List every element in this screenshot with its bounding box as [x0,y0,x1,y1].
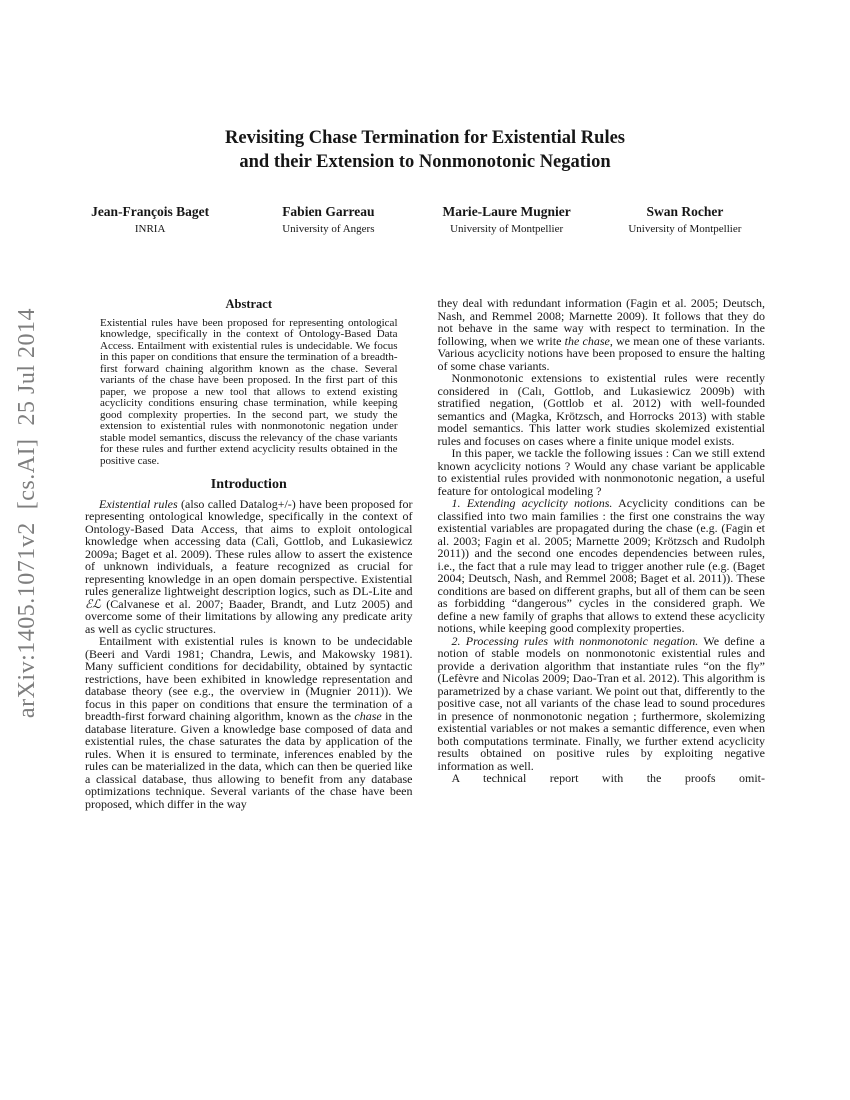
column2-paragraph-3: In this paper, we tackle the following issues : Can we still extend known acyclicity notions ? Would any chase variant be applicable to existential rules provided with nonmonotonic negation, a useful feature for ontological modeling ? [437,446,765,498]
author-name: Fabien Garreau [282,204,375,219]
column2-paragraph-4: 1. Extending acyclicity notions. Acyclicity conditions can be classified into two main families : the first one constrains the way existential variables are propagated during the chase (e.g. (Fagin et al. 2003; Fagin et al. 2005; Marnette 2009; Krötzsch and Rudolph 2011)) and the second one encodes dependencies between rules, i.e., the fact that a rule may lead to trigger another rule (e.g. (Baget 2004; Deutsch, Nash, and Remmel 2008; Baget et al. 2011)). These conditions are based on different graphs, but all of them can be seen as forbidding “dangerous” cycles in the considered graph. We define a new family of graphs that allows to extend these acyclicity notions, while keeping good complexity properties. [437,496,765,635]
author-3 [418,204,596,235]
author-affiliation: University of Angers [282,223,375,235]
author-1 [61,204,239,235]
paper-title-line1: Revisiting Chase Termination for Existential Rules [225,128,625,148]
author-4 [596,204,774,235]
authors-row [61,204,774,235]
column2-paragraph-2: Nonmonotonic extensions to existential rules were recently considered in (Calı, Gottlob, and Lukasiewicz 2009b) with stratified negation, (Gottlob et al. 2012) with well-founded semantics and (Magka, Krötzsch, and Horrocks 2013) with stable model semantics. This latter work studies skolemized existential rules and focuses on cases where a finite unique model exists. [437,371,765,448]
abstract-heading: Abstract [225,297,272,311]
column2-paragraph-5: 2. Processing rules with nonmonotonic negation. We define a notion of stable models on nonmonotonic existential rules and provide a derivation algorithm that instantiate rules “on the fly” (Lefèvre and Nicolas 2009; Dao-Tran et al. 2012). This algorithm is parametrized by a chase variant. We point out that, differently to the positive case, not all variants of the chase lead to sound procedures in presence of nonmonotonic negation ; furthermore, skolemizing existential variables or not makes a semantic difference, even when both computations terminate. Finally, we further extend acyclicity results obtained on positive rules by exploiting negative information as well. [437,633,765,773]
intro-paragraph-1: Existential rules (also called Datalog+/-) have been proposed for representing ontological knowledge, specifically in the context of Ontology-Based Data Access, that aims to exploit ontological knowledge when accessing data (Calì, Gottlob, and Lukasiewicz 2009a; Baget et al. 2009). These rules allow to assert the existence of unknown individuals, a feature recognized as crucial for representing knowledge in an open domain perspective. Existential rules generalize lightweight description logics, such as DL-Lite and ℰℒ (Calvanese et al. 2007; Baader, Brandt, and Lutz 2005) and overcome some of their limitations by allowing any predicate arity as well as cyclic structures. [85,496,413,636]
two-column-body [85,297,765,810]
author-name: Marie-Laure Mugnier [442,204,571,219]
column2-paragraph-6: A technical report with the proofs omit- [451,771,765,785]
author-name: Jean-François Baget [91,204,210,219]
author-affiliation: University of Montpellier [450,223,564,235]
author-affiliation: University of Montpellier [628,223,742,235]
author-affiliation: INRIA [134,223,166,235]
abstract-text: Existential rules have been proposed for representing ontological knowledge, specifically in the context of Ontology-Based Data Access. Entailment with existential rules is undecidable. We focus in this paper on conditions that ensure the termination of a breadth-first forward chaining algorithm known as the chase. Several variants of the chase have been proposed. In the first part of this paper, we propose a new tool that allows to extend existing acyclicity conditions ensuring chase termination, while keeping good complexity properties. In the second part, we study the extension to existential rules with nonmonotonic negation under stable model semantics, discuss the relevancy of the chase variants for these rules and further extend acyclicity results obtained in the positive case. [100,316,398,467]
left-column [85,297,413,810]
author-2 [239,204,417,235]
author-name: Swan Rocher [646,204,724,219]
section-heading-introduction: Introduction [210,477,287,492]
paper-title [0,127,850,174]
arxiv-watermark: arXiv:1405.1071v2 [cs.AI] 25 Jul 2014 [14,307,40,719]
right-column [438,297,766,810]
intro-paragraph-2: Entailment with existential rules is known to be undecidable (Beeri and Vardi 1981; Chandra, Lewis, and Makowsky 1981). Many sufficient conditions for decidability, obtained by syntactic restrictions, have been exhibited in knowledge representation and database theory (see e.g., the overview in (Mugnier 2011)). We focus in this paper on conditions that ensure the termination of a breadth-first forward chaining algorithm, known as the chase in the database literature. Given a knowledge base composed of data and existential rules, the chase saturates the data by application of the rules. When it is ensured to terminate, inferences enabled by the rules can be materialized in the data, which can then be queried like a classical database, thus allowing to benefit from any database optimizations technique. Several variants of the chase have been proposed, which differ in the way [85,634,413,811]
paper-title-line2: and their Extension to Nonmonotonic Negation [239,151,611,172]
column2-paragraph-1: they deal with redundant information (Fagin et al. 2005; Deutsch, Nash, and Remmel 2008; Marnette 2009). It follows that they do not behave in the same way with respect to termination. In the following, when we write the chase, we mean one of these variants. Various acyclicity notions have been proposed to ensure the halting of some chase variants. [437,296,765,373]
